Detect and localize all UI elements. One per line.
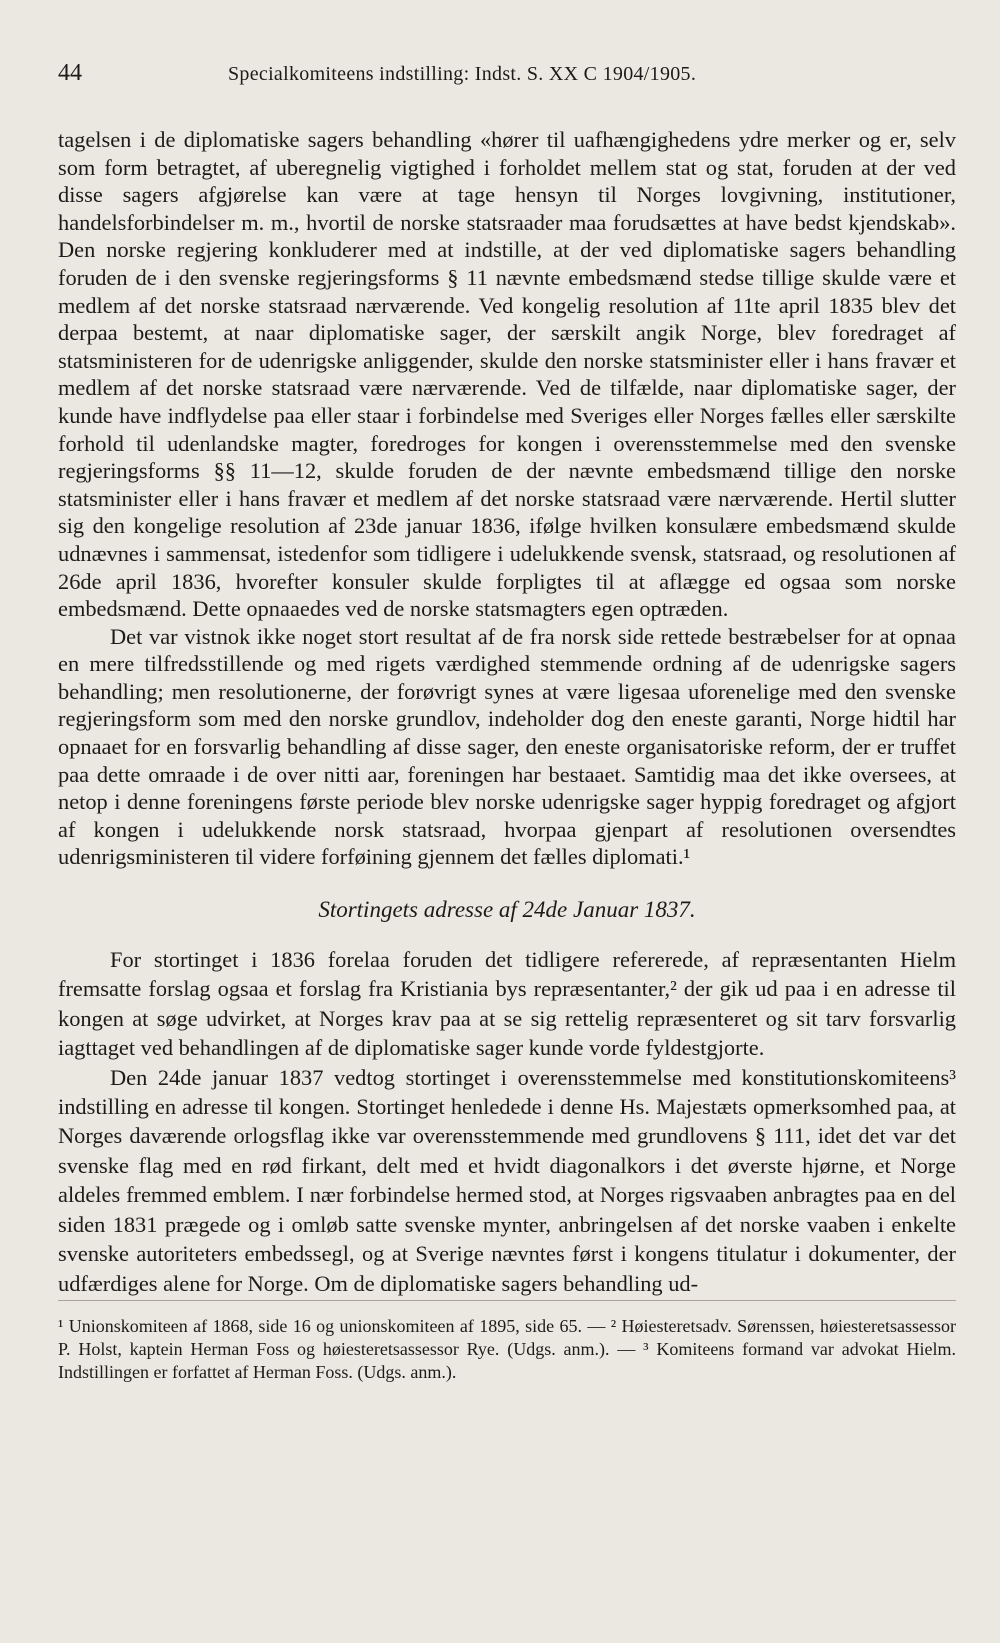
section-title: Stortingets adresse af 24de Januar 1837.: [318, 897, 696, 923]
paragraph-2: Det var vistnok ikke noget stort resultat af de fra norsk side rettede bestræbelser for at opnaa en mere tilfredsstillende og med rigets værdighed stemmende ordning af de udenrigske sagers behandling; men resolutionerne, der forøvrigt synes at være ligesaa uforenelige med den svenske regjeringsform som med den norske grundlov, indeholder dog den eneste garanti, Norge hidtil har opnaaet for en forsvarlig behandling af disse sager, den eneste organisatoriske reform, der er truffet paa dette omraade i de over nitti aar, foreningen har bestaaet. Samtidig maa det ikke oversees, at netop i denne foreningens første periode blev norske udenrigske sager hyppig foredraget og afgjort af kongen i udelukkende norsk statsraad, hvorpaa gjenpart af resolutionen oversendtes udenrigsministeren til videre forføining gjennem det fælles diplomati.¹: [58, 623, 956, 870]
page-number: 44: [58, 60, 82, 86]
running-head: [58, 60, 956, 100]
paragraph-1: tagelsen i de diplomatiske sagers behandling «hører til uafhængighedens ydre merker og er, selv som form betragtet, af uberegnelig vigtighed i forholdet mellem stat og stat, foruden at der ved disse sagers afgjørelse kan være at tage hensyn til Norges lovgivning, institutioner, handelsforbindelser m. m., hvortil de norske statsraader maa forudsættes at have bedst kjendskab». Den norske regjering konkluderer med at indstille, at der ved diplomatiske sagers behandling foruden de i den svenske regjeringsforms § 11 nævnte embedsmænd stedse tillige skulde være et medlem af det norske statsraad nærværende. Ved kongelig resolution af 11te april 1835 blev det derpaa bestemt, at naar diplomatiske sager, der særskilt angik Norge, blev foredraget af statsministeren for de udenrigske anliggender, skulde den norske statsminister eller i hans fravær et medlem af det norske statsraad være nærværende. Ved de tilfælde, naar diplomatiske sager, der kunde have indflydelse paa eller staar i forbindelse med Sveriges eller Norges fælles eller særskilte forhold til udenlandske magter, foredroges for kongen i overensstemmelse med den svenske regjeringsforms §§ 11—12, skulde foruden de der nævnte embedsmænd tillige den norske statsminister eller i hans fravær et medlem af det norske statsraad være nærværende. Hertil slutter sig den kongelige resolution af 23de januar 1836, ifølge hvilken konsulære embedsmænd skulde udnævnes i sammensat, istedenfor som tidligere i udelukkende svensk, statsraad, og resolutionen af 26de april 1836, hvorefter konsuler skulde forpligtes til at aflægge ed ogsaa som norske embedsmænd. Dette opnaaedes ved de norske statsmagters egen optræden.: [58, 127, 956, 622]
body-text-upper: [58, 126, 956, 871]
paragraph-3: For stortinget i 1836 forelaa foruden det tidligere refererede, af repræsentanten Hielm fremsatte forslag ogsaa et forslag fra Kristiania bys repræsentanter,² der gik ud paa i en adresse til kongen at søge udvirket, at Norges krav paa at se sig rettelig repræsenteret og sit tarv forsvarlig iagttaget ved behandlingen af de diplomatiske sager kunde vorde fyldestgjorte.: [58, 947, 956, 1061]
running-head-title: Specialkomiteens indstilling: Indst. S. XX C 1904/1905.: [228, 63, 697, 85]
paragraph-4: Den 24de januar 1837 vedtog stortinget i overensstemmelse med konstitutionskomiteens³ indstilling en adresse til kongen. Stortinget henledede i denne Hs. Majestæts opmerksomhed paa, at Norges daværende orlogsflag ikke var overensstemmende med grundlovens § 111, idet det var det svenske flag med en rød firkant, delt med et hvidt diagonalkors i det øverste hjørne, et Norge aldeles fremmed emblem. I nær forbindelse hermed stod, at Norges rigsvaaben anbragtes paa en del siden 1831 prægede og i omløb satte svenske mynter, anbringelsen af det norske vaaben i enkelte svenske autoriteters embedssegl, og at Sverige nævntes først i kongens titulatur i dokumenter, der udfærdiges alene for Norge. Om de diplomatiske sagers behandling ud-: [58, 1064, 956, 1296]
body-text-lower: [58, 945, 956, 1298]
footnote-divider: [58, 1300, 956, 1301]
footnotes: ¹ Unionskomiteen af 1868, side 16 og unionskomiteen af 1895, side 65. — ² Høiesteretsadv. Sørenssen, høiesteretsassessor P. Holst, kaptein Herman Foss og høiesteretsassessor Rye. (Udgs. anm.). — ³ Komiteens formand var advokat Hielm. Indstillingen er forfattet af Herman Foss. (Udgs. anm.).: [58, 1315, 956, 1382]
